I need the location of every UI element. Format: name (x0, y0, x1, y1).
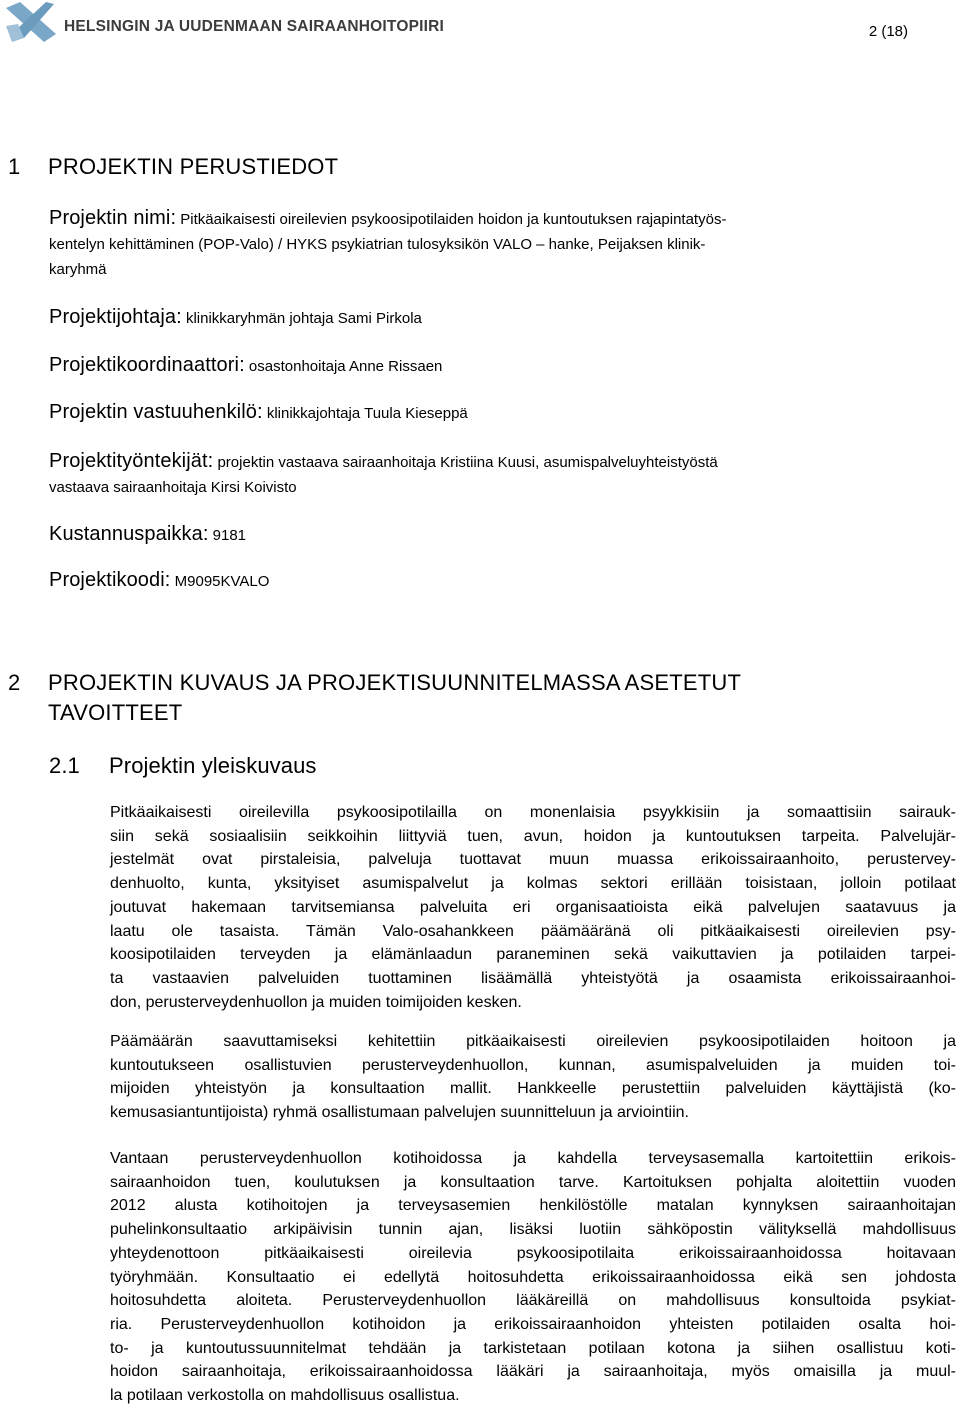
field-value: M9095KVALO (174, 573, 270, 590)
paragraph-line: siin sekä sosiaalisiin seikkoihin liittyviä tuen, avun, hoidon ja kuntoutuksen tarpeita. Palvelujär- (110, 827, 956, 845)
page-number: 2 (18) (868, 23, 908, 40)
field-value: vastaava sairaanhoitaja Kirsi Koivisto (49, 479, 297, 496)
paragraph-line: to- ja kuntoutussuunnitelmat tehdään ja tarkistetaan potilaan kotona ja siihen osallistuu koti- (110, 1339, 956, 1357)
field-project-coordinator (49, 353, 949, 379)
field-project-workers (49, 449, 949, 500)
section-title-line-1: PROJEKTIN KUVAUS JA PROJEKTISUUNNITELMASSA ASETETUT (48, 670, 742, 695)
field-label: Kustannuspaikka: (49, 523, 209, 545)
paragraph-1 (110, 801, 956, 1014)
field-project-name (49, 206, 949, 282)
field-value: 9181 (212, 527, 247, 544)
section-title-line-2: TAVOITTEET (48, 700, 183, 725)
organization-logo (6, 2, 445, 46)
paragraph-line: työryhmään. Konsultaatio ei edellytä hoitosuhdetta erikoissairaanhoidossa eikä sen johdosta (110, 1268, 956, 1286)
subsection-title: Projektin yleiskuvaus (109, 753, 317, 778)
field-label: Projektityöntekijät: (49, 450, 214, 472)
field-value: kentelyn kehittäminen (POP-Valo) / HYKS psykiatrian tulosyksikön VALO – hanke, Peijaksen klinik- (49, 236, 706, 253)
field-label: Projektin vastuuhenkilö: (49, 401, 263, 423)
paragraph-line: Vantaan perusterveydenhuollon kotihoidossa ja kahdella terveysasemalla kartoitettiin erikois- (110, 1150, 956, 1167)
field-value: klinikkaryhmän johtaja Sami Pirkola (185, 310, 422, 327)
paragraph-line: ria. Perusterveydenhuollon kotihoidon ja erikoissairaanhoidon yhteisten potilaiden osalta hoi- (110, 1315, 956, 1333)
paragraph-3 (110, 1147, 956, 1408)
paragraph-line: sairaanhoidon tuen, koulutuksen ja konsultaation tarve. Kartoituksen pohjalta aloitettiin vuoden (110, 1173, 956, 1191)
field-cost-center (49, 522, 949, 548)
paragraph-line: yhteydenottoon pitkäaikaisesti oireilevia psykoosipotilaita erikoissairaanhoidossa hoitavaan (110, 1244, 956, 1262)
paragraph-line: Pitkäaikaisesti oireilevilla psykoosipotilailla on monenlaisia psyykkisiin ja somaattisiin sairauk- (110, 804, 956, 821)
paragraph-line: denhuolto, kunta, yksityiset asumispalvelut ja kolmas sektori erillään toisistaan, jolloin potilaat (110, 875, 956, 893)
paragraph-line: jestelmät ovat pirstaleisia, palveluja tuottavat muun muassa erikoissairaanhoito, perustervey- (110, 851, 956, 869)
paragraph-line: hoitosuhdetta aloiteta. Perusterveydenhuollon lääkäreillä on mahdollisuus konsultoida psykiat- (110, 1292, 956, 1310)
field-label: Projektijohtaja: (49, 306, 182, 328)
paragraph-line: laatu ole tasaista. Tämän Valo-osahankkeen päämääränä oli pitkäaikaisesti oireilevien psy- (110, 922, 956, 940)
paragraph-line: don, perusterveydenhuollon ja muiden toimijoiden kesken. (110, 993, 522, 1011)
section-2-heading (8, 668, 908, 728)
paragraph-line: kemusasiantuntijoista) ryhmä osallistumaan palvelujen suunnitteluun ja arviointiin. (110, 1104, 689, 1122)
paragraph-line: joutuvat hakemaan tarvitsemiansa palveluita eri organisaatioista eikä palvelujen saatavuus ja (110, 898, 956, 916)
field-project-code (49, 568, 949, 594)
paragraph-line: mijoiden yhteistyön ja konsultaation mallit. Hankkeelle perustettiin palveluiden käyttäjistä (ko- (110, 1080, 956, 1098)
subsection-number: 2.1 (49, 753, 80, 778)
subsection-2-1-heading (49, 753, 317, 779)
paragraph-line: puhelinkonsultaatio arkipäivisin tunnin ajan, lisäksi luotiin sähköpostin välityksellä mahdollisuus (110, 1221, 956, 1239)
paragraph-2 (110, 1030, 956, 1125)
paragraph-line: la potilaan verkostolla on mahdollisuus osallistua. (110, 1387, 460, 1405)
hus-cross-logo-icon (6, 2, 58, 42)
field-value: karyhmä (49, 261, 107, 278)
section-number: 1 (8, 154, 21, 179)
organization-name: HELSINGIN JA UUDENMAAN SAIRAANHOITOPIIRI (64, 18, 445, 35)
section-1-heading (8, 154, 338, 180)
section-number: 2 (8, 670, 21, 695)
field-project-director (49, 305, 949, 331)
paragraph-line: kuntoutukseen osallistuvien perusterveydenhuollon, kunnan, asumispalveluiden ja muiden toi- (110, 1056, 956, 1074)
field-label: Projektikoordinaattori: (49, 354, 245, 376)
paragraph-line: ta vastaavien palveluiden tuottaminen lisäämällä yhteistyötä ja osaamista erikoissairaanhoi- (110, 969, 956, 987)
field-value: klinikkajohtaja Tuula Kieseppä (266, 405, 468, 422)
paragraph-line: hoidon sairaanhoitaja, erikoissairaanhoidossa lääkäri ja sairaanhoitaja, myös omaisilla ja muul- (110, 1363, 956, 1381)
paragraph-line: Päämäärän saavuttamiseksi kehitettiin pitkäaikaisesti oireilevien psykoosipotilaiden hoitoon ja (110, 1033, 956, 1050)
field-value: projektin vastaava sairaanhoitaja Kristiina Kuusi, asumispalveluyhteistyöstä (217, 454, 718, 471)
paragraph-line: koosipotilaiden terveyden ja elämänlaadun paraneminen sekä vaikuttavien ja potilaiden tarpei- (110, 946, 956, 964)
paragraph-line: 2012 alusta kotihoitojen ja terveysasemien henkilöstölle matalan kynnyksen sairaanhoitajan (110, 1197, 956, 1215)
section-title: PROJEKTIN PERUSTIEDOT (48, 154, 339, 179)
field-value: osastonhoitaja Anne Rissaen (248, 358, 443, 375)
field-responsible-person (49, 400, 949, 426)
field-value: Pitkäaikaisesti oireilevien psykoosipotilaiden hoidon ja kuntoutuksen rajapintatyös- (180, 211, 727, 228)
field-label: Projektin nimi: (49, 207, 177, 229)
field-label: Projektikoodi: (49, 569, 171, 591)
